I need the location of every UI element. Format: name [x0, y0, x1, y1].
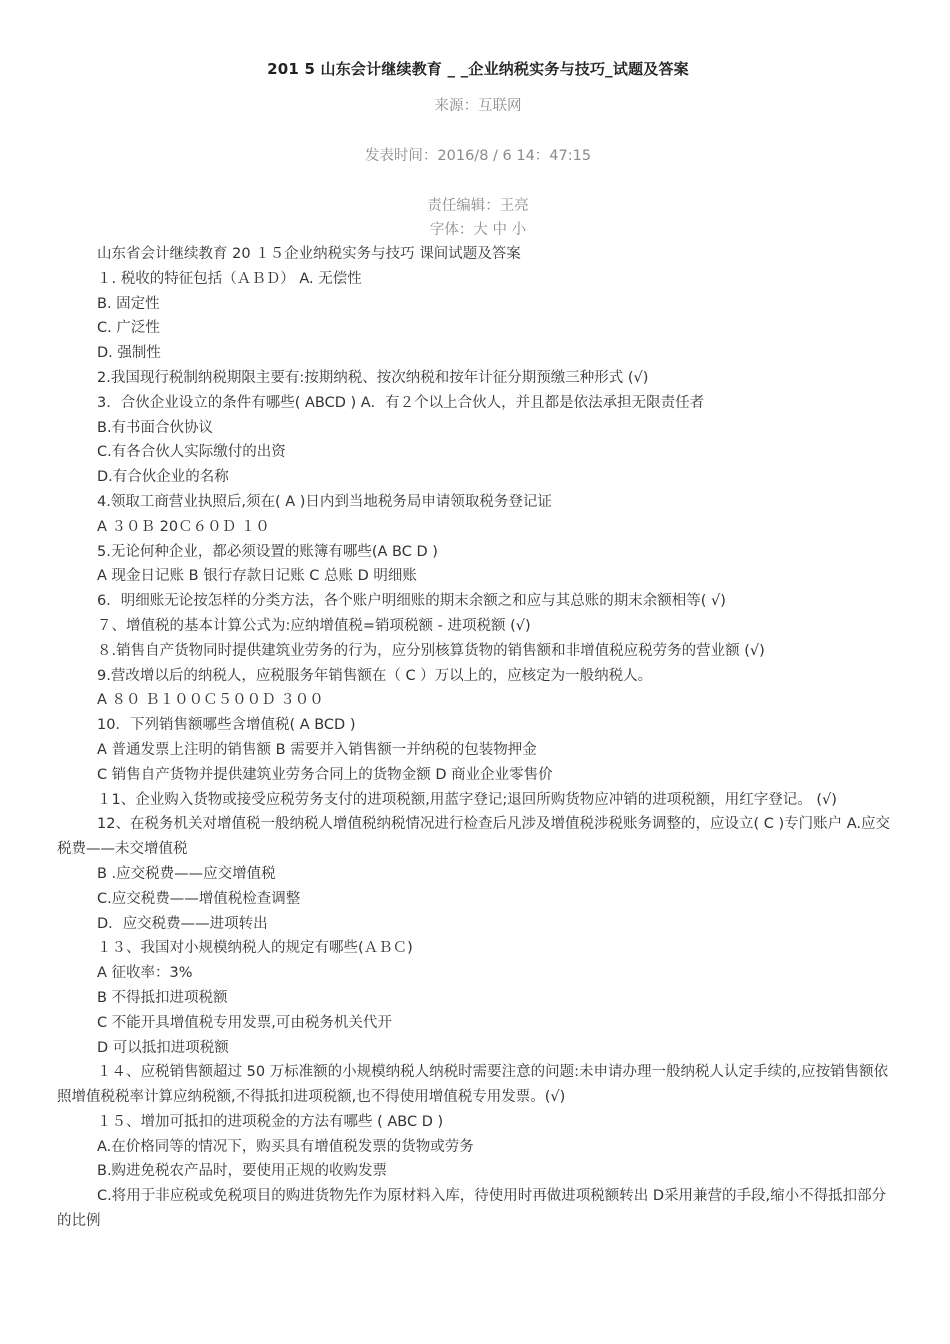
body-line: ８.销售自产货物同时提供建筑业劳务的行为，应分别核算货物的销售额和非增值税应税劳务的营业额 (√)	[97, 642, 765, 659]
body-line: B .应交税费——应交增值税	[97, 865, 276, 882]
body-line: 3．合伙企业设立的条件有哪些( ABCD ) A．有２个以上合伙人，并且都是依法承担无限责任者	[97, 394, 705, 411]
body-line: C 销售自产货物并提供建筑业劳务合同上的货物金额 D 商业企业零售价	[97, 766, 553, 783]
body-line: D. 强制性	[97, 345, 161, 362]
body-line: １３、我国对小规模纳税人的规定有哪些(ＡＢＣ)	[97, 940, 413, 957]
body-line: 12、在税务机关对增值税一般纳税人增值税纳税情况进行检查后凡涉及增值税涉税账务调整的，应设立( C )专门账户 A.应交税费——未交增值税	[57, 816, 890, 858]
body-line: 4.领取工商营业执照后,须在( A )日内到当地税务局申请领取税务登记证	[97, 493, 552, 510]
body-line: 9.营改增以后的纳税人，应税服务年销售额在（ C ）万以上的，应核定为一般纳税人。	[97, 667, 653, 684]
body-line: B. 固定性	[97, 295, 160, 312]
body-line: 10．下列销售额哪些含增值税( A BCD )	[97, 717, 356, 734]
body-line: C 不能开具增值税专用发票,可由税务机关代开	[97, 1014, 392, 1031]
body-line: 5.无论何种企业，都必须设置的账簿有哪些(A BC D )	[97, 543, 438, 560]
body-line: C. 广泛性	[97, 320, 160, 337]
source-label: 来源：互联网	[434, 98, 522, 114]
body-line: １４、应税销售额超过 50 万标准额的小规模纳税人纳税时需要注意的问题:未申请办理一般纳税人认定手续的,应按销售额依照增值税税率计算应纳税额,不得抵扣进项税额,也不得使用增值税专用发票。(√)	[57, 1064, 889, 1106]
article-header	[57, 52, 899, 242]
body-line: B.购进免税农产品时，要使用正规的收购发票	[97, 1163, 388, 1180]
body-line: ７、增值税的基本计算公式为:应纳增值税=销项税额 - 进项税额 (√)	[97, 617, 531, 634]
body-line: １1、企业购入货物或接受应税劳务支付的进项税额,用蓝字登记;退回所购货物应冲销的进项税额，用红字登记。 (√)	[97, 791, 837, 808]
article-body	[57, 242, 899, 1234]
body-line: A ３０Ｂ 20Ｃ６０Ｄ １０	[97, 518, 270, 535]
body-line: A 征收率：3%	[97, 965, 193, 982]
body-line: C.应交税费——增值税检查调整	[97, 890, 301, 907]
body-line: A.在价格同等的情况下，购买具有增值税发票的货物或劳务	[97, 1138, 474, 1155]
body-line: C.将用于非应税或免税项目的购进货物先作为原材料入库，待使用时再做进项税额转出 D采用兼营的手段,缩小不得抵扣部分的比例	[57, 1188, 887, 1230]
body-line: B.有书面合伙协议	[97, 419, 214, 436]
body-line: A ８０ Ｂ１００Ｃ５００Ｄ ３００	[97, 692, 324, 709]
body-line: D.有合伙企业的名称	[97, 469, 229, 486]
body-line: D．应交税费——进项转出	[97, 915, 268, 932]
body-line: １. 税收的特征包括（ＡＢＤ） A. 无偿性	[97, 270, 362, 287]
body-line: B 不得抵扣进项税额	[97, 989, 228, 1006]
body-line: 2.我国现行税制纳税期限主要有:按期纳税、按次纳税和按年计征分期预缴三种形式 (√)	[97, 369, 649, 386]
body-line: A 现金日记账 B 银行存款日记账 C 总账 D 明细账	[97, 568, 417, 585]
document-page	[57, 52, 899, 1234]
font-size-control[interactable]: 字体：大 中 小	[429, 222, 527, 238]
body-line: D 可以抵扣进项税额	[97, 1039, 229, 1056]
body-line: C.有各合伙人实际缴付的出资	[97, 444, 286, 461]
body-line: １５、增加可抵扣的进项税金的方法有哪些 ( ABC D )	[97, 1113, 444, 1130]
page-title: 201 5 山东会计继续教育 _ _企业纳税实务与技巧_试题及答案	[267, 60, 689, 78]
body-line: 6．明细账无论按怎样的分类方法，各个账户明细账的期末余额之和应与其总账的期末余额相等( √)	[97, 593, 726, 610]
body-line: 山东省会计继续教育 20 １５企业纳税实务与技巧 课间试题及答案	[97, 246, 521, 262]
body-line: A 普通发票上注明的销售额 B 需要并入销售额一并纳税的包装物押金	[97, 741, 537, 758]
editor-label: 责任编辑：王亮	[427, 198, 529, 214]
publish-time: 发表时间：2016/8 / 6 14：47:15	[364, 148, 592, 164]
